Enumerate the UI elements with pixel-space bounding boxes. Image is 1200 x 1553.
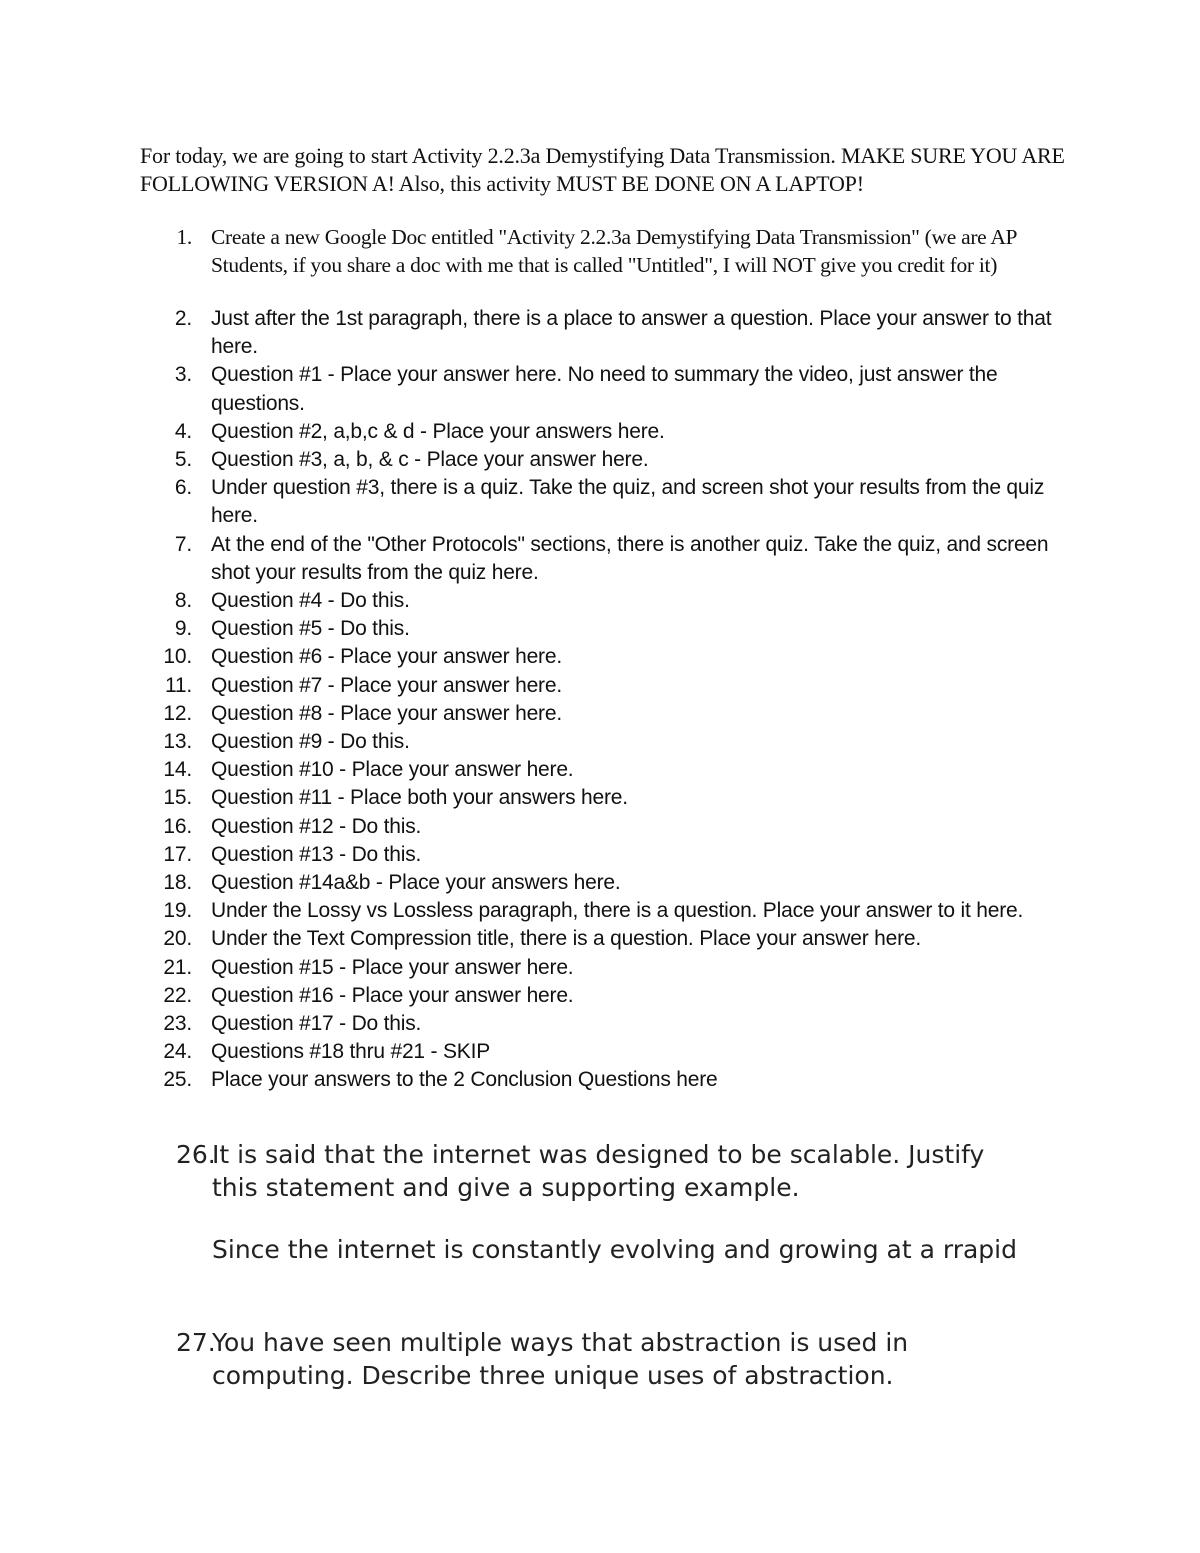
instruction-list-continued [0,305,1200,1095]
list-item [0,784,1200,812]
list-item [0,418,1200,446]
list-item [0,1010,1200,1038]
instruction-list [0,223,1200,279]
list-item-text: Under the Lossy vs Lossless paragraph, there is a question. Place your answer to it here. [211,899,1024,923]
list-item-text: Question #11 - Place both your answers here. [211,786,628,810]
list-item-text: Question #2, a,b,c & d - Place your answers here. [211,419,665,443]
list-item-number: 1. [176,225,192,249]
list-item-number: 18. [163,871,192,895]
list-item-number: 24. [163,1040,192,1064]
list-item-number: 22. [163,983,192,1007]
conclusion-question-text: It is said that the internet was designed to be scalable. Justify this statement and give a supporting example. [212,1140,985,1202]
list-item-number: 5. [174,448,192,472]
list-item [0,728,1200,756]
list-item-text: Question #1 - Place your answer here. No need to summary the video, just answer the questions. [211,363,998,415]
list-item-text: Question #15 - Place your answer here. [211,955,574,979]
list-item [0,700,1200,728]
list-item [0,1066,1200,1094]
list-item [0,361,1200,417]
list-item-text: Question #10 - Place your answer here. [211,758,574,782]
intro-paragraph: For today, we are going to start Activity 2.2.3a Demystifying Data Transmission. MAKE SURE YOU ARE FOLLOWING VERSION A! Also, this activity MUST BE DONE ON A LAPTOP! [140,143,1065,196]
conclusion-question [0,1138,1200,1266]
conclusion-question-number: 26. [176,1140,216,1169]
list-item [0,474,1200,530]
list-item [0,841,1200,869]
list-item [0,587,1200,615]
list-item-number: 14. [163,758,192,782]
list-item-text: Question #7 - Place your answer here. [211,673,562,697]
list-item-text: Under question #3, there is a quiz. Take the quiz, and screen shot your results from the quiz here. [211,476,1045,528]
list-item-text: Place your answers to the 2 Conclusion Questions here [211,1068,718,1092]
conclusion-question [0,1326,1200,1392]
list-item [0,982,1200,1010]
list-item-number: 17. [163,842,192,866]
list-item-text: Question #12 - Do this. [211,814,422,838]
list-item-number: 20. [163,927,192,951]
list-item [0,1038,1200,1066]
list-item-text: Question #4 - Do this. [211,589,410,613]
list-item-number: 3. [174,363,192,387]
list-item [0,223,1200,279]
list-item-number: 19. [163,899,192,923]
list-item-text: Question #16 - Place your answer here. [211,983,574,1007]
conclusion-answer-text: Since the internet is constantly evolving and growing at a rrapid [212,1235,1017,1264]
list-item [0,897,1200,925]
list-item-text: Question #9 - Do this. [211,730,410,754]
list-item-text: Question #8 - Place your answer here. [211,701,562,725]
list-item-number: 2. [174,307,192,330]
list-item-text: Question #17 - Do this. [211,1012,422,1036]
list-item-number: 13. [163,730,192,754]
list-item-number: 25. [163,1068,192,1092]
list-item [0,531,1200,587]
list-item-number: 10. [163,645,192,669]
list-item-text: Under the Text Compression title, there is a question. Place your answer here. [211,927,922,951]
list-item-text: Question #6 - Place your answer here. [211,645,562,669]
list-item-text: Question #3, a, b, & c - Place your answer here. [211,448,649,472]
list-item-number: 21. [163,955,192,979]
conclusion-question-text: You have seen multiple ways that abstraction is used in computing. Describe three unique uses of abstraction. [212,1328,909,1390]
list-item-number: 12. [163,701,192,725]
list-item-number: 9. [174,617,192,641]
list-item-text: Question #13 - Do this. [211,842,422,866]
list-item-text: Just after the 1st paragraph, there is a place to answer a question. Place your answer to that here. [211,307,1052,359]
list-item-number: 8. [174,589,192,613]
list-item-text: Create a new Google Doc entitled "Activity 2.2.3a Demystifying Data Transmission" (we are AP Students, if you share a doc with me that is called "Untitled", I will NOT give you credit for it) [211,225,1017,277]
list-item [0,615,1200,643]
list-item-text: Question #14a&b - Place your answers here. [211,871,621,895]
list-item-text: Questions #18 thru #21 - SKIP [211,1040,491,1064]
list-item-number: 4. [174,419,192,443]
list-item [0,305,1200,361]
list-item-number: 7. [174,532,192,556]
list-item [0,446,1200,474]
list-item-text: At the end of the "Other Protocols" sections, there is another quiz. Take the quiz, and screen shot your results from the quiz here. [211,532,1049,584]
list-item [0,643,1200,671]
list-item [0,869,1200,897]
list-item-number: 6. [174,476,192,500]
list-item [0,925,1200,953]
list-item-number: 15. [163,786,192,810]
list-item-number: 16. [163,814,192,838]
list-item-number: 11. [164,673,192,697]
list-item [0,954,1200,982]
list-item [0,672,1200,700]
list-item-number: 23. [163,1012,192,1036]
list-item [0,756,1200,784]
list-item-text: Question #5 - Do this. [211,617,410,641]
conclusion-question-number: 27. [176,1328,216,1357]
list-item [0,813,1200,841]
